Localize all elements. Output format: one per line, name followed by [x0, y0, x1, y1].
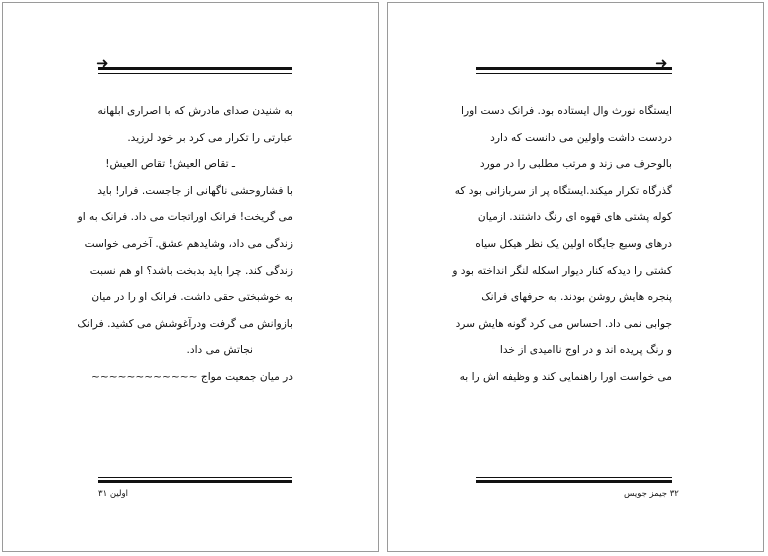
text-line: گذرگاه تکرار میکند.ایستگاه پر از سربازانی بود که	[454, 184, 672, 197]
text-line: بالوحرف می زند و مرتب مطلبی را در مورد	[479, 158, 672, 171]
text-line: به خوشبختی حقی داشت. فرانک او را در میان	[91, 291, 293, 304]
text-line: با فشاروحشی ناگهانی از جاجست. فرار! باید	[97, 184, 293, 197]
left-page	[2, 2, 379, 552]
text-line: به شنیدن صدای مادرش که با اصراری ابلهانه	[97, 105, 293, 117]
section-heading-line	[90, 364, 293, 391]
left-page-body	[77, 98, 293, 391]
text-line: درهای وسیع جایگاه اولین یک نظر هیکل سیاه	[475, 237, 672, 250]
text-line: ـ تقاص العیش! تقاص العیش!	[105, 158, 235, 171]
header-rule	[476, 67, 672, 74]
text-line: زندگی کند. چرا باید بدبخت باشد؟ او هم نسبت	[89, 264, 293, 277]
section-heading: در میان جمعیت مواج	[200, 370, 293, 383]
text-line: و رنگ پریده اند و در اوج ناامیدی از خدا	[499, 344, 672, 357]
page-footer: ۳۲ جیمز جویس	[624, 489, 679, 499]
text-line: می گریخت! فرانک اوراتجات می داد. فرانک به او	[77, 211, 293, 224]
text-line: زندگی می داد، وشایدهم عشق. آخرمی خواست	[84, 237, 293, 250]
text-line: پنجره هایش روشن بودند. به حرفهای فرانک	[481, 291, 672, 304]
text-line: نجاتش می داد.	[186, 344, 253, 357]
arrow-ornament-icon: ➜	[96, 54, 109, 72]
text-line: می خواست اورا راهنمایی کند و وظیفه اش را به	[459, 370, 672, 383]
text-line: بازوانش می گرفت ودرآغوشش می کشید. فرانک	[77, 317, 293, 330]
section-tilde-rule: ~~~~~~~~~~~~	[90, 370, 198, 383]
header-rule	[98, 67, 292, 74]
text-line: کشتی را دیدکه کنار دیوار اسکله لنگر انداخته بود و	[452, 264, 672, 277]
arrow-ornament-icon: ➜	[655, 54, 668, 72]
text-line: دردست داشت واولین می دانست که دارد	[490, 131, 672, 144]
footer-rule	[98, 477, 292, 483]
right-page-body	[452, 98, 672, 391]
right-page	[387, 2, 764, 552]
text-line: جوابی نمی داد. احساس می کرد گونه هایش سرد	[455, 317, 672, 330]
text-line: عبارتی را تکرار می کرد بر خود لرزید.	[127, 131, 293, 144]
text-line: کوله پشتی های قهوه ای رنگ داشتند. ازمیان	[477, 211, 672, 224]
text-line: ایستگاه نورث وال ایستاده بود. فرانک دست اورا	[461, 105, 672, 117]
page-footer: اولین ۳۱	[98, 489, 128, 499]
footer-rule	[476, 477, 672, 483]
